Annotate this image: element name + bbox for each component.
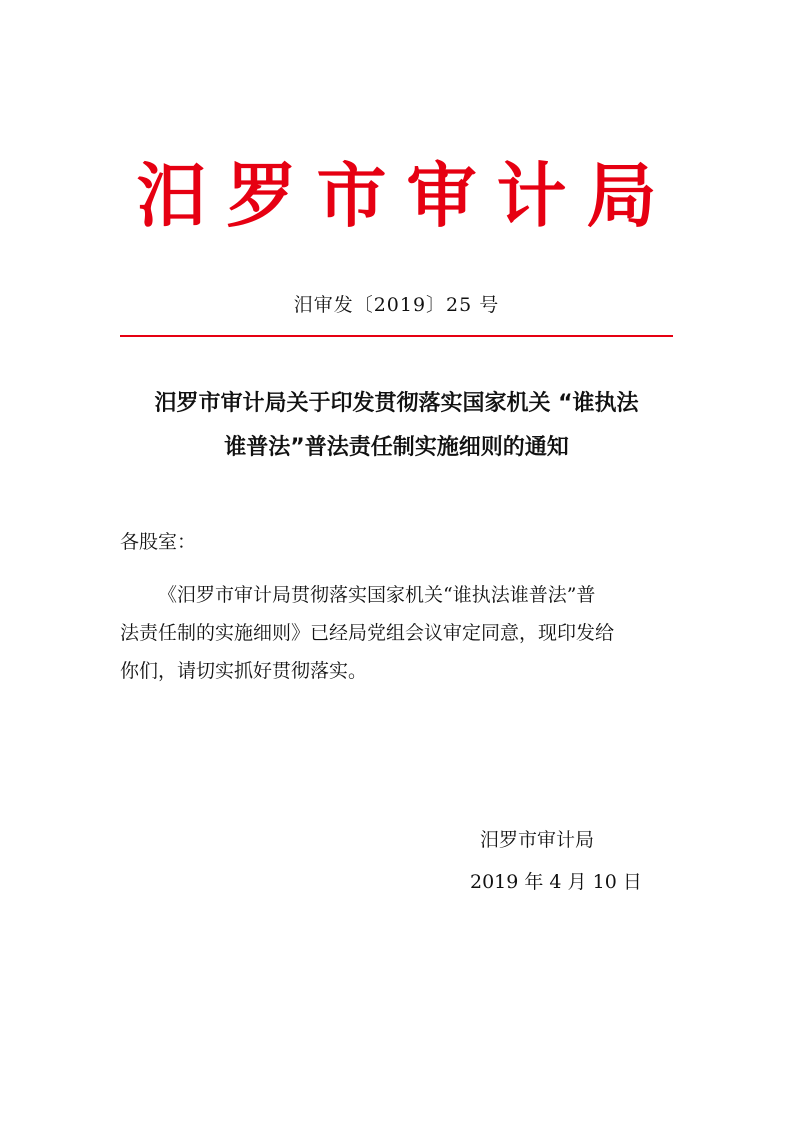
document-number: 汨审发〔2019〕25 号 — [293, 294, 500, 316]
notice-title-line-2: 谁普法”普法责任制实施细则的通知 — [224, 435, 569, 460]
body-line-2: 法责任制的实施细则》已经局党组会议审定同意，现印发给 — [120, 622, 615, 644]
notice-title-line-1: 汨罗市审计局关于印发贯彻落实国家机关 “谁执法 — [154, 391, 639, 416]
notice-title — [110, 382, 683, 470]
issue-date: 2019 年 4 月 10 日 — [470, 871, 642, 893]
body-paragraph — [120, 576, 680, 690]
body-line-3: 你们，请切实抓好贯彻落实。 — [120, 660, 368, 682]
body-line-1: 《汨罗市审计局贯彻落实国家机关“谁执法谁普法”普 — [158, 584, 596, 606]
org-header-title: 汨罗市审计局 — [136, 155, 677, 237]
signature-org: 汨罗市审计局 — [480, 829, 595, 851]
red-divider-line — [120, 335, 673, 337]
salutation: 各股室： — [120, 531, 197, 553]
